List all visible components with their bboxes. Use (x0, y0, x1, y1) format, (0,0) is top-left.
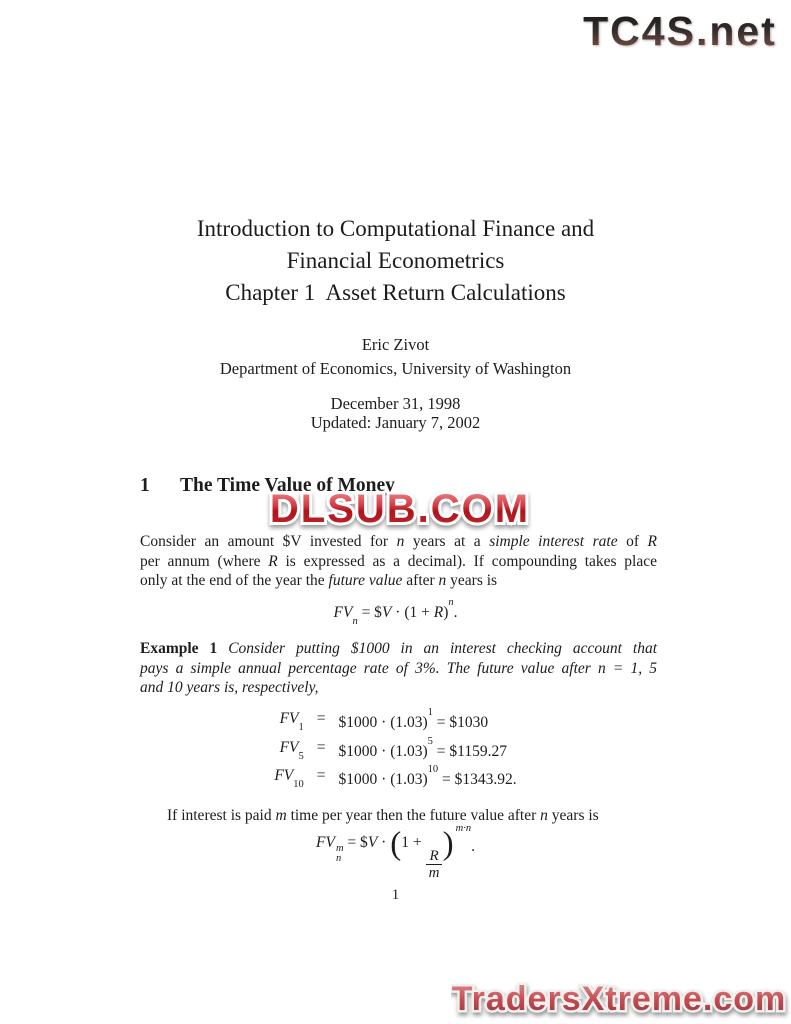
watermark-tradersxtreme (451, 972, 791, 1024)
eq1-rhs: $1000 · $(1.03)^1$ = $1030 (338, 707, 489, 732)
math-equals: = $ (357, 604, 382, 622)
title-line-3: Chapter 1 Asset Return Calculations (225, 280, 566, 305)
eq1-equals: = (316, 710, 326, 727)
eq1-lhs: $FV_1$ (279, 710, 304, 734)
math-FV: FV (316, 833, 335, 851)
math-var-V: V (381, 604, 392, 622)
document-title (0, 213, 791, 309)
paragraph-interest (140, 806, 684, 826)
text-run: If interest is paid (167, 807, 276, 824)
author-block (0, 333, 791, 381)
author-affiliation: Department of Economics, University of Washington (219, 359, 572, 378)
math-period: . (453, 604, 458, 622)
emphasis-future-value: future value (328, 572, 403, 590)
math-big-paren-open: ( (390, 825, 402, 862)
math-sub-n: n (352, 616, 358, 628)
math-text: 1 + (401, 833, 426, 851)
math-paren: ) (443, 604, 449, 622)
watermark-dlsub (250, 479, 550, 537)
author-name: Eric Zivot (361, 335, 430, 354)
text-run: of (617, 533, 648, 550)
example-text: Consider putting $1000 in an interest checking account that (228, 640, 658, 657)
math-var-n: n (438, 572, 447, 590)
text-run: per annum (where (140, 552, 269, 570)
math-text: · (1 + (391, 604, 434, 622)
eq3-equals: = (316, 767, 326, 785)
eq2-rhs: $1000 · $(1.03)^5$ = $1159.27 (338, 735, 507, 760)
math-fraction: $\frac{R}{m}$ (426, 848, 441, 881)
math-period: . (471, 837, 475, 855)
text-run: time per year then the future value after (286, 807, 541, 824)
formula-future-value (0, 597, 791, 628)
math-equals: = $ (343, 833, 368, 851)
example-line2: pays a simple annual percentage rate of 3%. The future value after n = 1, 5 (140, 659, 657, 677)
publish-date: December 31, 1998 (330, 394, 461, 413)
paragraph-intro (140, 532, 657, 591)
paragraph-intro-line2 (140, 552, 657, 572)
eq3-rhs: $1000 · $(1.03)^{10}$ = $1343.92. (338, 764, 517, 789)
example-label: Example 1 (140, 640, 218, 657)
title-line-2: Financial Econometrics (286, 248, 505, 273)
text-run: years is (547, 807, 599, 824)
example-1-paragraph (140, 639, 657, 698)
text-run: years is (446, 572, 498, 590)
updated-date: Updated: January 7, 2002 (310, 413, 481, 432)
math-exponent-mn: m·n (455, 822, 472, 834)
text-run: only at the end of the year the (140, 572, 329, 590)
eq2-equals: = (316, 738, 326, 756)
math-var-V: V (367, 833, 378, 851)
formula-compounding (0, 822, 791, 886)
math-FV: FV (333, 604, 353, 622)
equation-grid (274, 708, 516, 794)
formula2-body (316, 822, 475, 881)
math-supsub: m n (335, 842, 344, 864)
math-big-paren-close: ) (442, 825, 454, 862)
text-run: Consider an amount $V invested for (140, 533, 397, 550)
emphasis-simple-interest-rate: simple interest rate (489, 533, 618, 550)
math-var-R: R (433, 604, 444, 622)
math-var-m: m (275, 807, 287, 824)
example-line3: and 10 years is, respectively, (140, 679, 319, 697)
text-run: years at a (404, 533, 490, 550)
text-run: is expressed as a decimal). If compounding takes place (277, 552, 657, 570)
paragraph-intro-line3 (140, 571, 657, 591)
math-sup-n: n (448, 597, 454, 608)
math-var-R: R (647, 533, 657, 550)
equation-block (0, 708, 791, 794)
title-line-1: Introduction to Computational Finance and (196, 216, 595, 241)
math-var-n: n (396, 533, 405, 550)
dlsub-watermark-text: DLSUB.COM (269, 487, 531, 531)
paragraph-intro-line1 (140, 532, 657, 552)
date-block (0, 394, 791, 432)
section-title: The Time Value of Money (180, 475, 395, 496)
section-number: 1 (140, 475, 150, 496)
watermark-tc4s (562, 2, 790, 58)
math-cdot: · (377, 833, 391, 851)
eq3-lhs: $FV_{10}$ (274, 767, 304, 791)
text-run: after (402, 572, 439, 590)
math-var-R: R (268, 552, 278, 570)
example-line1 (140, 639, 657, 659)
math-var-n: n (540, 807, 548, 824)
tradersxtreme-watermark-text: TradersXtreme.com (451, 980, 787, 1018)
tc4s-watermark-text: TC4S.net (583, 8, 777, 54)
eq2-lhs: $FV_5$ (279, 738, 304, 762)
page-number: 1 (391, 887, 400, 903)
